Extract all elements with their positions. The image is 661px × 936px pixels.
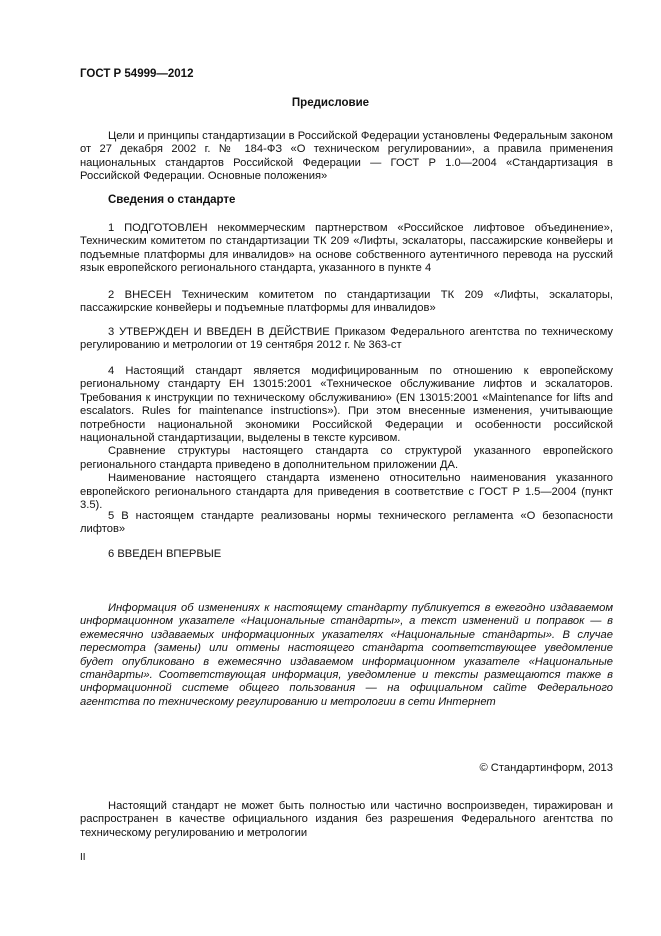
info-item-4-para-3: Наименование настоящего стандарта изменено относительно наименования указанного европейского регионального стандарта для приведения в соответствие с ГОСТ Р 1.5—2004 (пункт 3.5). [80, 472, 613, 512]
copyright: © Стандартинформ, 2013 [479, 762, 613, 774]
notice-block [80, 602, 613, 709]
info-item-6-block [80, 548, 613, 561]
reproduction-text: Настоящий стандарт не может быть полностью или частично воспроизведен, тиражирован и распространен в качестве официального издания без разрешения Федерального агентства по техническому регулированию и метрологии [80, 800, 613, 839]
preface-intro-block [80, 130, 613, 184]
notice-text: Информация об изменениях к настоящему стандарту публикуется в ежегодно издаваемом информационном указателе «Национальные стандарты», а текст изменений и поправок — в ежемесячно издаваемых информационных указателях «Национальные стандарты». В случае пересмотра (замены) или отмены настоящего стандарта соответствующее уведомление будет опубликовано в ежемесячно издаваемом информационном указателе «Национальные стандарты». Соответствующая информация, уведомление и тексты размещаются также в информационной системе общего пользования — на официальном сайте Федерального агентства по техническому регулированию и метрологии в сети Интернет [80, 602, 613, 708]
info-item-3-block [80, 326, 613, 353]
page-number: II [80, 852, 86, 863]
reproduction-block [80, 800, 613, 840]
info-item-4-para-1: 4 Настоящий стандарт является модифицированным по отношению к европейскому региональному стандарту ЕН 13015:2001 «Техническое обслуживание лифтов и эскалаторов. Требования к инструкции по техническому обслуживанию» (EN 13015:2001 «Maintenance for lifts and escalators. Rules for maintenance instructions»). При этом внесенные изменения, учитывающие потребности национальной экономики Российской Федерации и особенности российской национальной стандартизации, выделены в тексте курсивом. [80, 365, 613, 445]
info-item-5: 5 В настоящем стандарте реализованы нормы технического регламента «О безопасности лифтов» [80, 510, 613, 536]
document-code: ГОСТ Р 54999—2012 [80, 68, 194, 80]
info-item-6: 6 ВВЕДЕН ВПЕРВЫЕ [108, 548, 222, 560]
info-item-1-block [80, 222, 613, 276]
preface-intro: Цели и принципы стандартизации в Российской Федерации установлены Федеральным законом от 27 декабря 2002 г. № 184-ФЗ «О техническом регулировании», а правила применения национальных стандартов Российской Федерации — ГОСТ Р 1.0—2004 «Стандартизация в Российской Федерации. Основные положения» [80, 130, 613, 183]
info-item-4-para-2: Сравнение структуры настоящего стандарта со структурой указанного европейского регионального стандарта приведено в дополнительном приложении ДА. [80, 445, 613, 471]
info-item-1: 1 ПОДГОТОВЛЕН некоммерческим партнерством «Российское лифтовое объединение», Техническим комитетом по стандартизации ТК 209 «Лифты, эскалаторы, пассажирские конвейеры и подъемные платформы для инвалидов» на основе собственного аутентичного перевода на русский язык европейского регионального стандарта, указанного в пункте 4 [80, 222, 613, 275]
info-item-4-block [80, 365, 613, 512]
info-item-2-block [80, 289, 613, 316]
info-item-5-block [80, 510, 613, 537]
info-item-3: 3 УТВЕРЖДЕН И ВВЕДЕН В ДЕЙСТВИЕ Приказом Федерального агентства по техническому регулированию и метрологии от 19 сентября 2012 г. № 363-ст [80, 326, 613, 352]
preface-title: Предисловие [291, 97, 370, 109]
info-title: Сведения о стандарте [108, 194, 236, 206]
info-item-2: 2 ВНЕСЕН Техническим комитетом по стандартизации ТК 209 «Лифты, эскалаторы, пассажирские конвейеры и подъемные платформы для инвалидов» [80, 289, 613, 315]
